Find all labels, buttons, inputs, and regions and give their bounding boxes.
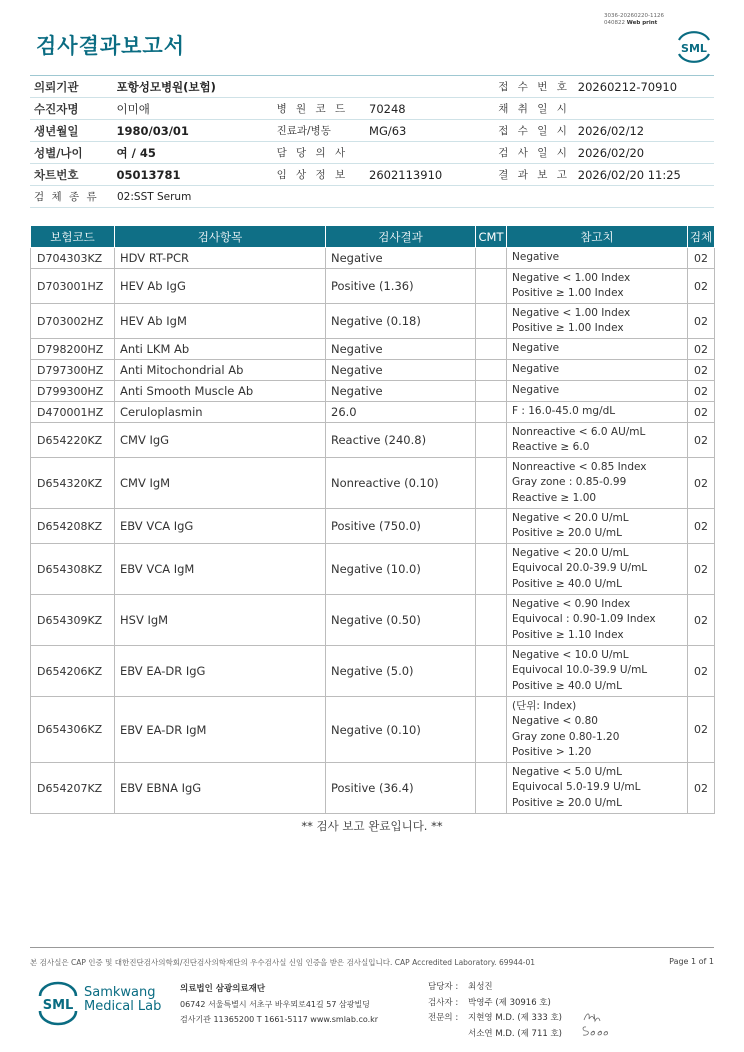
test-item-cell: HEV Ab IgM — [115, 304, 326, 339]
staff-key: 담당자 : — [428, 982, 459, 992]
reference-range-cell — [507, 509, 688, 544]
test-result-cell: Negative (0.18) — [326, 304, 476, 339]
reference-line: Negative — [512, 384, 560, 397]
test-result-cell: Positive (1.36) — [326, 269, 476, 304]
test-result-cell: Negative (0.50) — [326, 595, 476, 646]
specimen-cell: 02 — [688, 458, 715, 509]
reference-range-cell — [507, 763, 688, 814]
cmt-cell — [476, 269, 507, 304]
insurance-code-cell: D798200HZ — [31, 339, 115, 360]
specimen-cell: 02 — [688, 381, 715, 402]
patient-label: 수진자명 — [34, 101, 79, 116]
test-result-cell: Negative (10.0) — [326, 544, 476, 595]
col-header-specimen: 검체 — [688, 226, 715, 248]
table-row — [31, 763, 715, 814]
insurance-code-cell: D654309KZ — [31, 595, 115, 646]
receipt-date-value: 2026/02/12 — [577, 123, 645, 138]
table-row — [31, 544, 715, 595]
table-row — [31, 423, 715, 458]
hospital-code-label: 병 원 코 드 — [276, 103, 349, 115]
receipt-no-value: 20260212-70910 — [577, 79, 678, 94]
org-info — [180, 982, 378, 1027]
org-contact: 검사기관 11365200 T 1661-5117 www.smlab.co.kr — [180, 1015, 379, 1024]
reference-line: Negative < 10.0 U/mL — [512, 648, 629, 661]
staff-key — [428, 1027, 468, 1043]
insurance-code-cell: D797300HZ — [31, 360, 115, 381]
insurance-code-cell: D654208KZ — [31, 509, 115, 544]
staff-value: 지현영 M.D. (제 333 호) — [468, 1013, 563, 1023]
table-row — [31, 458, 715, 509]
sex-age-value: 여 / 45 — [116, 145, 156, 160]
reference-line: Equivocal 10.0-39.9 U/mL — [512, 664, 648, 677]
test-item-cell: Anti Mitochondrial Ab — [115, 360, 326, 381]
test-item-cell: EBV VCA IgG — [115, 509, 326, 544]
cmt-cell — [476, 763, 507, 814]
test-item-cell: EBV VCA IgM — [115, 544, 326, 595]
org-name: 의료법인 삼광의료재단 — [180, 984, 266, 994]
test-item-cell: Anti LKM Ab — [115, 339, 326, 360]
cmt-cell — [476, 339, 507, 360]
test-item-cell: EBV EA-DR IgG — [115, 646, 326, 697]
specimen-cell: 02 — [688, 360, 715, 381]
specimen-label: 검 체 종 류 — [34, 191, 99, 203]
dept-value: MG/63 — [369, 123, 407, 138]
specimen-cell: 02 — [688, 509, 715, 544]
col-header-code: 보험코드 — [31, 226, 115, 248]
request-org-label: 의뢰기관 — [34, 79, 79, 94]
results-body — [31, 248, 715, 814]
cmt-cell — [476, 381, 507, 402]
doctor-label: 담 당 의 사 — [276, 147, 349, 159]
specimen-cell: 02 — [688, 544, 715, 595]
request-org-value: 포항성모병원(보험) — [116, 79, 216, 94]
reference-range-cell — [507, 269, 688, 304]
reference-line: Positive ≥ 20.0 U/mL — [512, 527, 622, 539]
table-row — [31, 697, 715, 763]
receipt-date-label: 접 수 일 시 — [498, 125, 570, 137]
cmt-cell — [476, 646, 507, 697]
reference-line: Negative < 20.0 U/mL — [512, 511, 629, 524]
footer-divider — [30, 947, 714, 948]
test-item-cell: HSV IgM — [115, 595, 326, 646]
staff-key: 전문의 : — [428, 1013, 459, 1023]
staff-list — [428, 980, 562, 1042]
col-header-cmt: CMT — [476, 226, 507, 248]
cmt-cell — [476, 304, 507, 339]
brand-line2: Medical Lab — [84, 999, 162, 1014]
table-row — [31, 248, 715, 269]
reference-line: Negative — [512, 363, 560, 376]
report-label: 결 과 보 고 — [498, 169, 570, 181]
patient-info-grid — [30, 75, 714, 208]
cmt-cell — [476, 360, 507, 381]
reference-range-cell — [507, 458, 688, 509]
receipt-no-label: 접 수 번 호 — [498, 81, 570, 93]
reference-range-cell — [507, 339, 688, 360]
insurance-code-cell: D654207KZ — [31, 763, 115, 814]
info-row — [30, 186, 714, 208]
test-item-cell: CMV IgG — [115, 423, 326, 458]
reference-line: Positive ≥ 40.0 U/mL — [512, 577, 622, 590]
specimen-value: 02:SST Serum — [117, 190, 192, 203]
test-result-cell: 26.0 — [326, 402, 476, 423]
test-date-value: 2026/02/20 — [577, 145, 645, 160]
test-result-cell: Negative (5.0) — [326, 646, 476, 697]
reference-line: Positive ≥ 1.10 Index — [512, 628, 624, 641]
page-number: Page 1 of 1 — [669, 957, 714, 966]
accreditation-note: 본 검사실은 CAP 인증 및 대한진단검사의학회/진단검사의학재단의 우수검사실 신임 인증을 받은 검사실입니다. CAP Accredited Laboratory. 69944-01 — [30, 958, 536, 967]
info-row — [30, 120, 714, 142]
specimen-cell: 02 — [688, 402, 715, 423]
insurance-code-cell: D654206KZ — [31, 646, 115, 697]
collect-date-label: 채 취 일 시 — [498, 103, 570, 115]
reference-line: Positive ≥ 20.0 U/mL — [512, 796, 622, 809]
test-item-cell: CMV IgM — [115, 458, 326, 509]
staff-value: 최성진 — [468, 982, 493, 992]
reference-range-cell — [507, 360, 688, 381]
test-item-cell: HDV RT-PCR — [115, 248, 326, 269]
test-item-cell: EBV EBNA IgG — [115, 763, 326, 814]
table-row — [31, 381, 715, 402]
staff-value: 박영주 (제 30916 호) — [468, 997, 551, 1008]
reference-range-cell — [507, 304, 688, 339]
test-date-label: 검 사 일 시 — [498, 147, 570, 159]
logo-text: SML — [681, 42, 707, 55]
reference-line: Gray zone : 0.85-0.99 — [512, 476, 627, 489]
reference-line: Negative — [512, 251, 560, 264]
info-row — [30, 76, 714, 98]
specimen-cell: 02 — [688, 697, 715, 763]
sex-age-label: 성별/나이 — [34, 145, 83, 160]
table-row — [31, 402, 715, 423]
specimen-cell: 02 — [688, 304, 715, 339]
test-result-cell: Negative (0.10) — [326, 697, 476, 763]
reference-line: Gray zone 0.80-1.20 — [512, 730, 620, 743]
insurance-code-cell: D704303KZ — [31, 248, 115, 269]
sml-logo-icon — [674, 26, 714, 64]
report-value: 2026/02/20 11:25 — [577, 167, 681, 182]
reference-line: F : 16.0-45.0 mg/dL — [512, 405, 616, 418]
test-result-cell: Negative — [326, 360, 476, 381]
hospital-code-value: 70248 — [369, 101, 406, 116]
org-address: 06742 서울특별시 서초구 바우뫼로41길 57 삼광빌딩 — [180, 1000, 370, 1009]
cmt-cell — [476, 458, 507, 509]
test-result-cell: Negative — [326, 248, 476, 269]
specimen-cell: 02 — [688, 646, 715, 697]
reference-range-cell — [507, 595, 688, 646]
signature-2-icon — [580, 1023, 610, 1039]
cmt-cell — [476, 423, 507, 458]
reference-line: Positive > 1.20 — [512, 746, 592, 758]
dob-value: 1980/03/01 — [116, 123, 189, 138]
test-result-cell: Nonreactive (0.10) — [326, 458, 476, 509]
cmt-cell — [476, 544, 507, 595]
clinical-value: 2602113910 — [369, 167, 443, 182]
insurance-code-cell: D703001HZ — [31, 269, 115, 304]
dob-label: 생년월일 — [34, 123, 79, 138]
table-row — [31, 269, 715, 304]
table-row — [31, 595, 715, 646]
test-result-cell: Negative — [326, 381, 476, 402]
test-result-cell: Reactive (240.8) — [326, 423, 476, 458]
reference-line: Negative < 0.90 Index — [512, 597, 631, 610]
chart-no-value: 05013781 — [116, 167, 181, 182]
reference-line: Positive ≥ 1.00 Index — [512, 322, 624, 334]
reference-line: Equivocal 20.0-39.9 U/mL — [512, 562, 648, 575]
reference-line: Negative < 1.00 Index — [512, 306, 631, 319]
col-header-ref: 참고치 — [507, 226, 688, 248]
info-row — [30, 98, 714, 120]
insurance-code-cell: D654306KZ — [31, 697, 115, 763]
specimen-cell: 02 — [688, 248, 715, 269]
info-row — [30, 142, 714, 164]
reference-line: Equivocal 5.0-19.9 U/mL — [512, 781, 641, 794]
reference-line: Negative < 1.00 Index — [512, 271, 631, 284]
table-row — [31, 360, 715, 381]
clinical-label: 임 상 정 보 — [276, 169, 349, 181]
test-result-cell: Positive (750.0) — [326, 509, 476, 544]
reference-line: Negative < 20.0 U/mL — [512, 546, 629, 559]
test-result-cell: Positive (36.4) — [326, 763, 476, 814]
brand-line1: Samkwang — [84, 985, 156, 1000]
foot-logo-text: SML — [42, 998, 74, 1013]
staff-value: 서소연 M.D. (제 711 호) — [468, 1028, 563, 1039]
reference-range-cell — [507, 423, 688, 458]
brand-name — [84, 986, 161, 1014]
insurance-code-cell: D654308KZ — [31, 544, 115, 595]
test-item-cell: Ceruloplasmin — [115, 402, 326, 423]
reference-line: Positive ≥ 1.00 Index — [512, 287, 624, 299]
insurance-code-cell: D703002HZ — [31, 304, 115, 339]
reference-range-cell — [507, 248, 688, 269]
test-item-cell: EBV EA-DR IgM — [115, 697, 326, 763]
insurance-code-cell: D654320KZ — [31, 458, 115, 509]
cmt-cell — [476, 697, 507, 763]
table-row — [31, 509, 715, 544]
insurance-code-cell: D799300HZ — [31, 381, 115, 402]
reference-range-cell — [507, 646, 688, 697]
insurance-code-cell: D654220KZ — [31, 423, 115, 458]
print-code-mode: Web print — [626, 20, 658, 26]
print-code-id: 040822 — [604, 20, 625, 26]
report-complete-text: ** 검사 보고 완료입니다. ** — [301, 819, 443, 833]
print-code — [604, 13, 684, 27]
cmt-cell — [476, 248, 507, 269]
reference-range-cell — [507, 697, 688, 763]
cmt-cell — [476, 595, 507, 646]
signature-1-icon — [582, 1010, 606, 1024]
results-table — [30, 225, 715, 814]
reference-line: Negative — [512, 342, 560, 355]
table-row — [31, 304, 715, 339]
insurance-code-cell: D470001HZ — [31, 402, 115, 423]
info-row — [30, 164, 714, 186]
chart-no-label: 차트번호 — [34, 167, 79, 182]
specimen-cell: 02 — [688, 595, 715, 646]
reference-line: Reactive ≥ 1.00 — [512, 491, 597, 504]
reference-line: Nonreactive < 0.85 Index — [512, 460, 647, 473]
dept-label: 진료과/병동 — [276, 125, 331, 137]
reference-line: Negative < 0.80 — [512, 715, 598, 727]
reference-line: Positive ≥ 40.0 U/mL — [512, 679, 622, 692]
table-row — [31, 646, 715, 697]
page-title: 검사결과보고서 — [36, 34, 186, 58]
specimen-cell: 02 — [688, 423, 715, 458]
patient-value: 이미애 — [116, 101, 150, 116]
test-item-cell: Anti Smooth Muscle Ab — [115, 381, 326, 402]
reference-line: Negative < 5.0 U/mL — [512, 765, 622, 778]
table-header-row — [31, 226, 715, 248]
reference-line: (단위: Index) — [512, 699, 577, 712]
cmt-cell — [476, 402, 507, 423]
reference-range-cell — [507, 544, 688, 595]
specimen-cell: 02 — [688, 763, 715, 814]
test-item-cell: HEV Ab IgG — [115, 269, 326, 304]
reference-line: Reactive ≥ 6.0 — [512, 441, 590, 453]
reference-line: Nonreactive < 6.0 AU/mL — [512, 425, 646, 438]
print-code-line1: 3036-20260220-1126 — [604, 13, 664, 19]
staff-key: 검사자 : — [428, 997, 459, 1008]
reference-range-cell — [507, 402, 688, 423]
reference-line: Equivocal : 0.90-1.09 Index — [512, 613, 656, 626]
specimen-cell: 02 — [688, 339, 715, 360]
table-row — [31, 339, 715, 360]
cmt-cell — [476, 509, 507, 544]
samkwang-logo-icon — [36, 980, 80, 1026]
specimen-cell: 02 — [688, 269, 715, 304]
col-header-result: 검사결과 — [326, 226, 476, 248]
test-result-cell: Negative — [326, 339, 476, 360]
col-header-item: 검사항목 — [115, 226, 326, 248]
reference-range-cell — [507, 381, 688, 402]
